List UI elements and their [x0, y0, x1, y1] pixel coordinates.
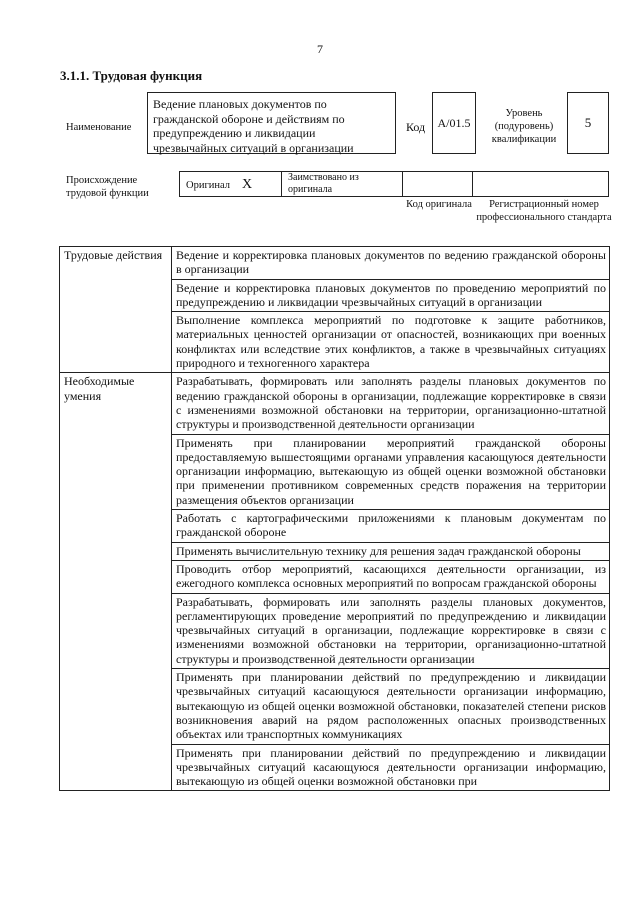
page-number: 7 — [317, 42, 323, 56]
section-item: Применять при планировании действий по предупреждению и ликвидации чрезвычайных ситуаций касающуюся деятельности организации информацию, вытекающую из общей оценки возможной обстановки при — [172, 744, 610, 791]
section-item: Применять при планировании мероприятий гражданской обороны предоставляемую вышестоящими органами управления касающуюся деятельности организации информацию, вытекающую из общей оценки возможной обстановки при применении противником современных средств поражения на территории размещения объектов организации — [172, 434, 610, 509]
section-item: Работать с картографическими приложениями к плановым документам по гражданской обороне — [172, 510, 610, 543]
borrowed-label: Заимствовано из оригинала — [288, 172, 359, 195]
original-label: Оригинал — [186, 180, 230, 191]
level-label: Уровень (подуровень) квалификации — [491, 108, 557, 145]
section-item: Ведение и корректировка плановых документов по проведению мероприятий по предупреждению и ликвидации чрезвычайных ситуаций в организации — [172, 279, 610, 312]
origin-borrowed-cell — [282, 172, 403, 196]
section-item: Ведение и корректировка плановых документов по ведению гражданской обороны в организации — [172, 247, 610, 280]
reg-caption: Регистрационный номер профессионального стандарта — [476, 199, 612, 223]
section-item: Применять при планировании действий по предупреждению и ликвидации чрезвычайных ситуаций касающуюся деятельности организации информацию, вытекающую из общей оценки возможной обстановки, показателей степени рисков возникновения аварий на рядом расположенных опасных производственных объектах или транспортных коммуникациях — [172, 669, 610, 744]
origin-original-cell — [180, 172, 282, 196]
section-item: Разрабатывать, формировать или заполнять разделы плановых документов по ведению гражданской обороны в организации, подлежащие корректировке в связи с изменениями возможной обстановки на территории, организационно-штатной структуры и производственной деятельности организации — [172, 373, 610, 434]
function-name: Ведение плановых документов по гражданской обороне и действиям по предупреждению и ликвидации чрезвычайных ситуаций в организации — [147, 92, 396, 154]
section-item: Проводить отбор мероприятий, касающихся деятельности организации, из ежегодного комплекса основных мероприятий по вопросам гражданской обороны — [172, 560, 610, 593]
function-code: A/01.5 — [432, 92, 476, 154]
section-label: Трудовые действия — [60, 247, 172, 373]
section-item: Выполнение комплекса мероприятий по подготовке к защите работников, материальных ценностей организации от опасностей, возникающих при военных конфликтах или вследствие этих конфликтов, а также в чрезвычайных ситуациях природного и техногенного характера — [172, 312, 610, 373]
section-title: 3.1.1. Трудовая функция — [60, 68, 203, 83]
section-label: Необходимые умения — [60, 373, 172, 791]
table-row — [60, 373, 610, 434]
table-row — [60, 247, 610, 280]
origin-label: Происхождение трудовой функции — [66, 175, 149, 199]
name-label: Наименование — [66, 122, 132, 133]
function-details-table — [59, 246, 610, 791]
origin-code-cell — [403, 172, 473, 196]
code-label: Код — [406, 120, 426, 134]
section-item: Применять вычислительную технику для решения задач гражданской обороны — [172, 542, 610, 560]
code-caption: Код оригинала — [406, 199, 472, 210]
section-item: Разрабатывать, формировать или заполнять разделы плановых документов, регламентирующих проведение мероприятий по предупреждению и ликвидации чрезвычайных ситуаций в организации, подлежащие корректировке в связи с изменениями возможной обстановки на территории, организационно-штатной структуры и производственной деятельности организации — [172, 593, 610, 668]
qualification-level: 5 — [567, 92, 609, 154]
origin-table — [179, 171, 609, 197]
origin-reg-cell — [473, 172, 609, 196]
original-mark: X — [242, 177, 253, 192]
